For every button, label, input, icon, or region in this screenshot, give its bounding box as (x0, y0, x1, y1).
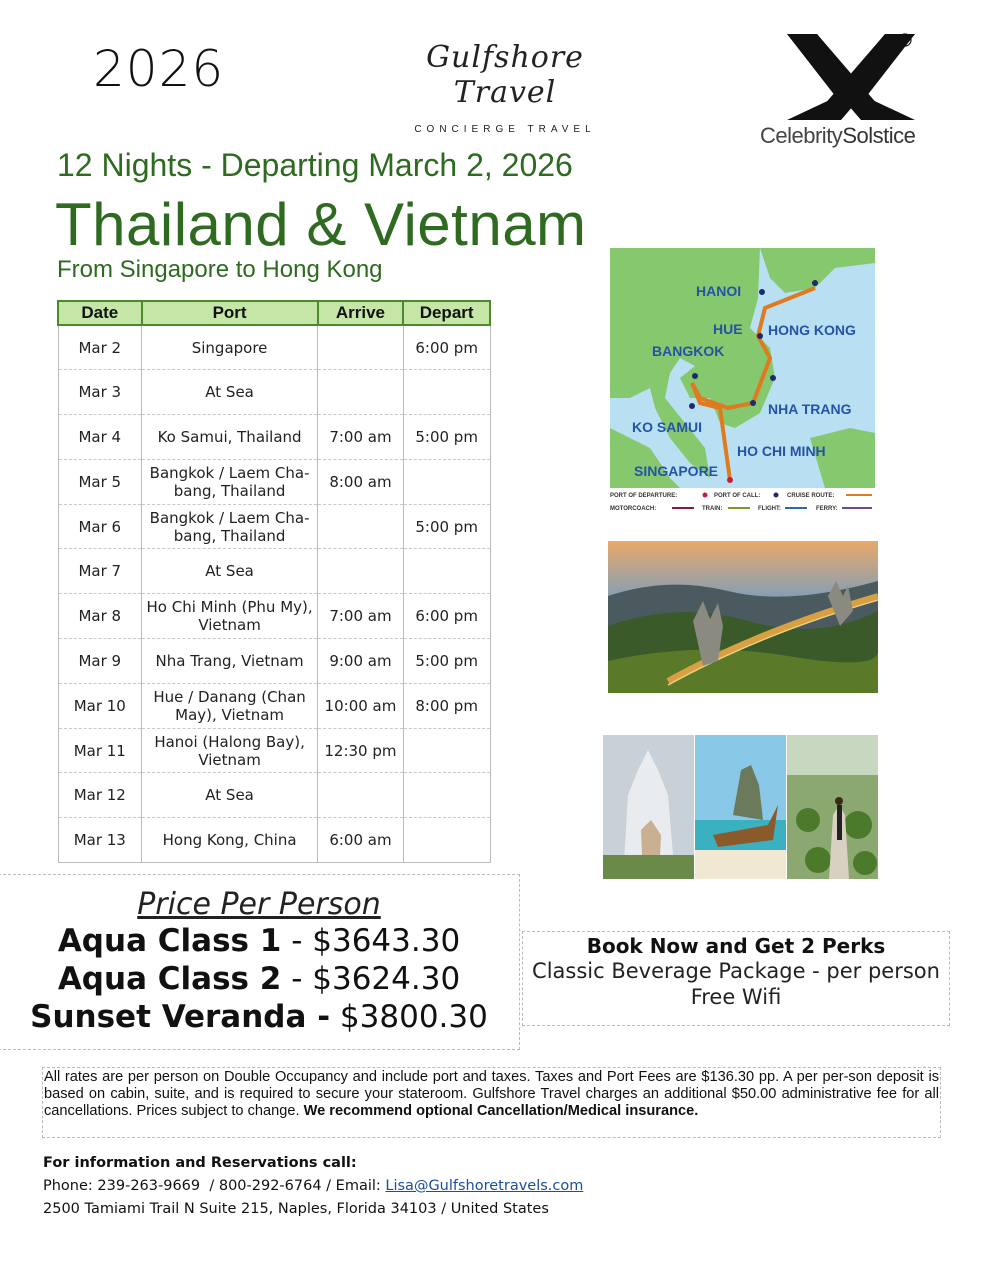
map-label-hanoi: HANOI (696, 283, 742, 299)
cell-depart (403, 370, 490, 415)
cell-port: Hanoi (Halong Bay), Vietnam (142, 728, 318, 773)
brand-name: Gulfshore Travel (426, 40, 584, 110)
cell-port: At Sea (142, 773, 318, 818)
cell-arrive (318, 325, 404, 370)
cell-date: Mar 13 (58, 818, 142, 863)
cell-depart: 5:00 pm (403, 415, 490, 460)
port-hanoi (759, 289, 765, 295)
price-class: Aqua Class 2 (57, 961, 282, 997)
phone-line: Phone: 239-263-9669 / 800-292-6764 / Email: (43, 1178, 386, 1194)
legend-ferry: FERRY: (816, 506, 838, 512)
cell-date: Mar 2 (58, 325, 142, 370)
cell-date: Mar 11 (58, 728, 142, 773)
port-hong-kong (812, 280, 818, 286)
legend-flight: FLIGHT: (758, 506, 781, 512)
cell-arrive: 7:00 am (318, 594, 404, 639)
cell-date: Mar 12 (58, 773, 142, 818)
contact-heading: For information and Reservations call: (43, 1155, 357, 1171)
price-amount: $3800.30 (339, 999, 488, 1035)
table-row (58, 325, 490, 370)
cell-depart: 6:00 pm (403, 325, 490, 370)
map-label-ko-samui: KO SAMUI (632, 419, 702, 435)
disclaimer-text: All rates are per person on Double Occupancy and include port and taxes. Taxes and Port Fees are $136.30 pp. A per per-son deposit is based on cabin, suite, and is required to secure your stateroom. Gulfshore Travel charges an additional $50.00 administrative fee for all cancellations. Prices subject to change. (44, 1069, 939, 1119)
table-row (58, 549, 490, 594)
departure-line: 12 Nights - Departing March 2, 2026 (57, 147, 573, 183)
legend-cruise-route: CRUISE ROUTE: (787, 493, 835, 499)
map-label-hong-kong: HONG KONG (768, 322, 856, 338)
port-ko-samui (689, 403, 695, 409)
route-map (610, 248, 875, 518)
cell-port: At Sea (142, 549, 318, 594)
legend-port-dot (774, 493, 779, 498)
cell-arrive: 6:00 am (318, 818, 404, 863)
price-sep (330, 999, 340, 1035)
cell-depart: 5:00 pm (403, 639, 490, 684)
cell-arrive: 9:00 am (318, 639, 404, 684)
table-row (58, 728, 490, 773)
legend-port-of-call: PORT OF CALL: (714, 493, 761, 499)
cell-port: Hong Kong, China (142, 818, 318, 863)
route-subtitle: From Singapore to Hong Kong (57, 256, 383, 283)
cell-date: Mar 10 (58, 683, 142, 728)
cell-date: Mar 8 (58, 594, 142, 639)
cell-arrive (318, 370, 404, 415)
price-sep: - (281, 961, 313, 997)
price-amount: $3643.30 (312, 923, 461, 959)
cell-date: Mar 9 (58, 639, 142, 684)
svg-text:R: R (902, 36, 909, 45)
cell-date: Mar 4 (58, 415, 142, 460)
contact-address: 2500 Tamiami Trail N Suite 215, Naples, Florida 34103 / United States (43, 1201, 549, 1217)
table-row (58, 594, 490, 639)
header-port: Port (142, 301, 318, 325)
cruise-line-name: Celebrity (760, 123, 843, 148)
map-label-nha-trang: NHA TRANG (768, 401, 852, 417)
header-depart: Depart (403, 301, 490, 325)
itinerary-header-row (58, 301, 490, 325)
cell-port: Singapore (142, 325, 318, 370)
contact-phone (43, 1175, 583, 1198)
perks-box (522, 931, 950, 1026)
table-row (58, 683, 490, 728)
map-label-ho-chi-minh: HO CHI MINH (737, 443, 826, 459)
cell-depart (403, 818, 490, 863)
disclaimer-insurance: We recommend optional Cancellation/Medical insurance. (303, 1103, 699, 1119)
port-nha-trang (770, 375, 776, 381)
price-box (0, 874, 520, 1050)
price-class: Aqua Class 1 (57, 923, 282, 959)
port-bangkok (692, 373, 698, 379)
cell-arrive: 8:00 am (318, 459, 404, 504)
disclaimer (42, 1067, 941, 1138)
email-link[interactable]: Lisa@Gulfshoretravels.com (385, 1178, 584, 1194)
golden-bridge-photo (608, 541, 878, 693)
cell-depart: 8:00 pm (403, 683, 490, 728)
celebrity-solstice-wordmark (760, 123, 915, 149)
perk-item: Free Wifi (690, 985, 782, 1009)
itinerary-table (57, 300, 491, 863)
legend-departure-dot (703, 493, 708, 498)
cell-date: Mar 6 (58, 504, 142, 549)
table-row (58, 415, 490, 460)
legend-motorcoach: MOTORCOACH: (610, 506, 657, 512)
cell-depart (403, 728, 490, 773)
cell-arrive: 7:00 am (318, 415, 404, 460)
table-row (58, 504, 490, 549)
year-label: 2026 (93, 40, 225, 98)
table-row (58, 459, 490, 504)
map-label-bangkok: BANGKOK (652, 343, 725, 359)
contact-block (43, 1152, 583, 1221)
cell-port: Hue / Danang (Chan May), Vietnam (142, 683, 318, 728)
header-arrive: Arrive (318, 301, 404, 325)
cell-date: Mar 5 (58, 459, 142, 504)
port-ho-chi-minh (750, 400, 756, 406)
cell-arrive (318, 549, 404, 594)
cell-arrive (318, 773, 404, 818)
cell-date: Mar 3 (58, 370, 142, 415)
price-class: Sunset Veranda - (30, 999, 331, 1035)
perks-heading: Book Now and Get 2 Perks (586, 934, 886, 958)
ship-name: Solstice (842, 123, 916, 148)
cell-depart: 6:00 pm (403, 594, 490, 639)
legend-train: TRAIN: (702, 506, 723, 512)
perk-item: Classic Beverage Package - per person (532, 959, 940, 983)
table-row (58, 818, 490, 863)
cell-depart (403, 773, 490, 818)
cell-port: Bangkok / Laem Cha-bang, Thailand (142, 459, 318, 504)
header-date: Date (58, 301, 142, 325)
price-line (0, 922, 519, 960)
table-row (58, 639, 490, 684)
price-sep: - (281, 923, 313, 959)
price-amount: $3624.30 (312, 961, 461, 997)
cell-depart (403, 459, 490, 504)
cell-port: Nha Trang, Vietnam (142, 639, 318, 684)
cell-depart (403, 549, 490, 594)
table-row (58, 370, 490, 415)
price-line (0, 960, 519, 998)
table-row (58, 773, 490, 818)
travel-collage-photo (603, 735, 878, 879)
page-title: Thailand & Vietnam (55, 191, 587, 258)
cell-port: Ho Chi Minh (Phu My), Vietnam (142, 594, 318, 639)
map-label-singapore: SINGAPORE (634, 463, 719, 479)
cell-depart: 5:00 pm (403, 504, 490, 549)
cell-date: Mar 7 (58, 549, 142, 594)
cell-port: At Sea (142, 370, 318, 415)
legend-departure: PORT OF DEPARTURE: (610, 493, 678, 499)
cell-port: Ko Samui, Thailand (142, 415, 318, 460)
cell-arrive (318, 504, 404, 549)
gulfshore-logo (380, 40, 630, 135)
cell-arrive: 10:00 am (318, 683, 404, 728)
port-singapore (727, 477, 733, 483)
cell-arrive: 12:30 pm (318, 728, 404, 773)
brand-tagline: CONCIERGE TRAVEL (414, 124, 596, 135)
port-hue (757, 333, 763, 339)
price-heading: Price Per Person (137, 887, 381, 922)
cell-port: Bangkok / Laem Cha-bang, Thailand (142, 504, 318, 549)
map-label-hue: HUE (713, 321, 743, 337)
price-line (0, 998, 519, 1036)
